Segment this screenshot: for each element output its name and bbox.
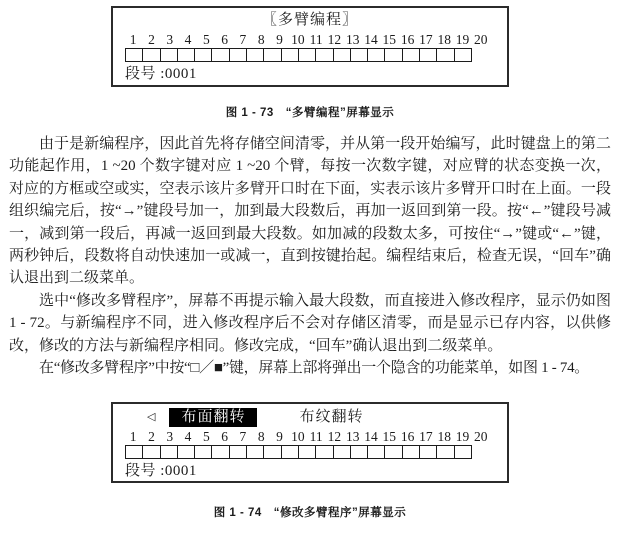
arm-cell-row [125,445,507,459]
arm-cell [350,445,368,459]
arm-number: 12 [327,32,342,47]
arm-cell [454,445,472,459]
arm-number: 20 [474,32,488,47]
arm-cell [384,48,402,62]
arm-number: 18 [437,429,451,445]
arm-number: 3 [166,32,174,47]
arm-cell [246,48,264,62]
arm-cell [160,48,178,62]
arm-cell [367,445,385,459]
paragraph-1: 由于是新编程序，因此首先将存储空间清零，并从第一段开始编写，此时键盘上的第二功能起作用，1 ~20 个数字键对应 1 ~20 个臂，每按一次数字键，对应臂的状态变换一次，对应的方框或空或实，空表示该片多臂开口时在下面，实表示该片多臂开口时在上面。一段组织编完后，按“→”键段号加一，加到最大段数后，再加一返回到第一段。按“←”键段号减一，减到第一段后，再减一返回到最大段数。如加减的段数太多，可按住“→”键或“←”键，两秒钟后，段数将自动快速加一或减一，直到按键抬起。编程结束后，检查无误，“回车”确认退出到二级菜单。 [9,136,611,287]
arm-number: 11 [309,429,323,445]
arm-number: 4 [184,429,192,445]
arm-cell [333,445,351,459]
arm-cell [333,48,351,62]
arm-cell [229,445,247,459]
arm-cell [419,445,437,459]
arm-number: 10 [291,429,305,445]
arm-number: 16 [400,429,415,445]
arm-cell-row [125,48,507,62]
arm-number: 6 [221,429,228,445]
menu-item-unselected: 布纹翻转 [299,408,364,425]
arm-cell [125,445,143,459]
arm-number: 3 [166,429,174,445]
arm-number: 17 [419,32,433,47]
arm-cell [142,48,160,62]
menu-cursor-icon: ◁ [147,411,156,424]
figure-1-73-screen [111,6,509,87]
arm-cell [315,445,333,459]
arm-cell [436,445,454,459]
figure-1-74-caption: 图 1 - 74 “修改多臂程序”屏幕显示 [213,507,407,520]
document-page [0,6,620,551]
arm-number: 10 [291,32,305,47]
arm-number-row [124,428,507,445]
arm-cell [229,48,247,62]
arm-number: 6 [221,32,228,47]
paragraph-3: 在“修改多臂程序”中按“□／■”键，屏幕上部将弹出一个隐含的功能菜单，如图 1 - 74。 [39,360,590,377]
arm-cell [402,48,420,62]
arm-cell [367,48,385,62]
paragraph-2: 选中“修改多臂程序”，屏幕不再提示输入最大段数，而直接进入修改程序，显示仍如图 1 - 72。与新编程序不同，进入修改程序后不会对存储区清零，而是显示已存内容，以供修改，修改的方法与新编程序相同。修改完成，“回车”确认退出到二级菜单。 [9,292,611,354]
arm-cell [281,445,299,459]
arm-cell [160,445,178,459]
body-text [0,133,620,379]
arm-cell [125,48,143,62]
arm-number: 8 [257,429,265,445]
arm-cell [142,445,160,459]
arm-number: 9 [276,32,283,47]
arm-number: 1 [129,429,137,445]
figure-1-73-caption: 图 1 - 73 “多臂编程”屏幕显示 [225,107,395,119]
arm-cell [419,48,437,62]
segment-number-label: 段号 :0001 [125,66,197,82]
arm-cell [211,48,229,62]
popup-function-menu [113,407,507,427]
arm-cell [402,445,420,459]
arm-number: 4 [184,32,192,47]
arm-number: 5 [202,32,210,47]
arm-cell [315,48,333,62]
arm-number: 7 [239,32,247,47]
screen-title: 〖多臂编程〗 [261,12,358,28]
arm-number: 13 [345,429,360,445]
arm-cell [194,445,212,459]
arm-number: 14 [364,429,378,445]
arm-number: 14 [364,32,378,47]
arm-number: 15 [382,429,397,445]
arm-number: 17 [419,429,433,445]
arm-number: 2 [148,32,155,47]
arm-cell [263,48,281,62]
arm-number-row [124,31,507,48]
arm-number: 1 [129,32,137,47]
arm-cell [211,445,229,459]
arm-number: 18 [437,32,451,47]
arm-number: 12 [327,429,342,445]
arm-cell [177,445,195,459]
arm-cell [246,445,264,459]
arm-number: 15 [382,32,397,47]
arm-cell [263,445,281,459]
arm-number: 7 [239,429,247,445]
arm-number: 20 [474,429,488,445]
arm-number: 11 [309,32,323,47]
arm-number: 5 [202,429,210,445]
menu-item-selected: 布面翻转 [169,408,257,427]
arm-cell [436,48,454,62]
arm-number: 8 [257,32,265,47]
arm-cell [350,48,368,62]
arm-cell [194,48,212,62]
arm-cell [454,48,472,62]
arm-number: 16 [400,32,415,47]
segment-number-label: 段号 :0001 [125,463,197,480]
arm-cell [384,445,402,459]
arm-cell [298,48,316,62]
arm-number: 19 [455,32,470,47]
arm-cell [298,445,316,459]
arm-cell [177,48,195,62]
arm-number: 9 [276,429,283,445]
arm-number: 19 [455,429,470,445]
arm-number: 13 [345,32,360,47]
arm-cell [281,48,299,62]
figure-1-74-screen [111,402,509,483]
arm-number: 2 [148,429,155,445]
